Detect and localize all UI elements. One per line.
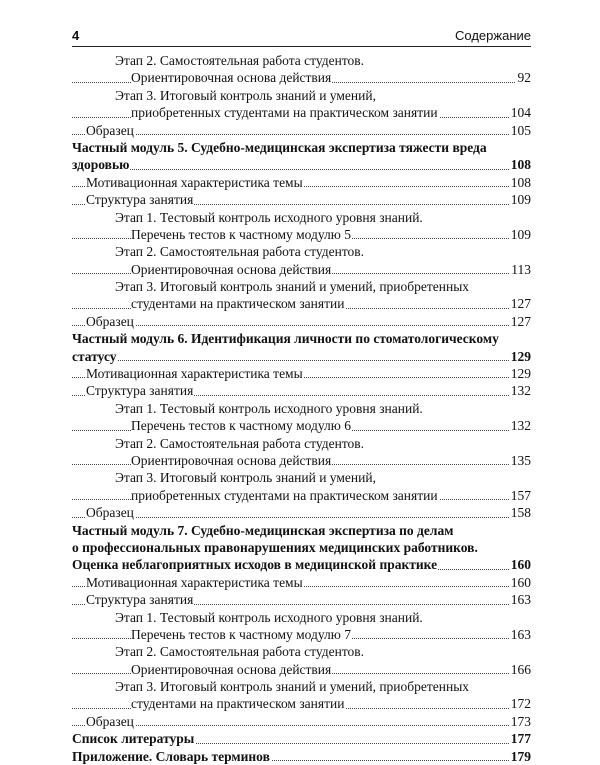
toc-entry-title: Структура занятия bbox=[86, 383, 194, 399]
toc-entry-title: Ориентировочная основа действия bbox=[131, 661, 332, 677]
toc-entry-page: 104 bbox=[510, 105, 531, 121]
toc-entry-title: Этап 2. Самостоятельная работа студентов. bbox=[115, 244, 365, 260]
toc-entry[interactable] bbox=[72, 539, 531, 556]
toc-entry-title: Приложение. Словарь терминов bbox=[72, 748, 270, 764]
toc-entry[interactable] bbox=[72, 226, 531, 243]
toc-entry-page: 127 bbox=[510, 296, 531, 312]
toc-entry[interactable] bbox=[72, 191, 531, 208]
toc-entry[interactable] bbox=[72, 69, 531, 86]
toc-entry[interactable] bbox=[72, 52, 531, 69]
toc-entry[interactable] bbox=[72, 174, 531, 191]
toc-entry-title: Этап 3. Итоговый контроль знаний и умений, bbox=[115, 470, 376, 486]
toc-entry[interactable] bbox=[72, 156, 531, 173]
toc-entry[interactable] bbox=[72, 261, 531, 278]
toc-entry-title: Перечень тестов к частному модулю 5 bbox=[131, 226, 351, 242]
toc-entry-page: 172 bbox=[510, 696, 531, 712]
toc-entry-title: Этап 2. Самостоятельная работа студентов. bbox=[115, 53, 365, 68]
toc-entry-title: Ориентировочная основа действия bbox=[131, 70, 332, 86]
toc-entry[interactable] bbox=[72, 574, 531, 591]
toc-entry-page: 157 bbox=[510, 487, 531, 503]
toc-entry-title: Перечень тестов к частному модулю 7 bbox=[131, 626, 351, 642]
toc-entry[interactable] bbox=[72, 330, 531, 347]
toc-entry-page: 113 bbox=[511, 261, 531, 277]
toc-entry-title: Мотивационная характеристика темы bbox=[86, 366, 303, 382]
toc-entry-title: Этап 3. Итоговый контроль знаний и умений, bbox=[115, 87, 376, 103]
toc-entry-page: 108 bbox=[510, 174, 531, 190]
toc-entry-title: Частный модуль 6. Идентификация личности по стоматологическому bbox=[72, 331, 499, 347]
toc-entry-title: Этап 1. Тестовый контроль исходного уровня знаний. bbox=[115, 209, 423, 225]
toc-entry-title: Образец bbox=[86, 313, 134, 329]
toc-entry-page: 177 bbox=[510, 731, 531, 747]
toc-entry-page: 127 bbox=[510, 313, 531, 329]
toc-entry-title: Этап 1. Тестовый контроль исходного уровня знаний. bbox=[115, 400, 423, 416]
toc-entry[interactable] bbox=[72, 417, 531, 434]
toc-entry-page: 135 bbox=[510, 452, 531, 468]
toc-entry-title: приобретенных студентами на практическом занятии bbox=[131, 105, 438, 121]
toc-entry-title: Этап 2. Самостоятельная работа студентов. bbox=[115, 435, 365, 451]
toc-entry-page: 160 bbox=[510, 574, 531, 590]
toc-entry[interactable] bbox=[72, 313, 531, 330]
toc-entry-title: Частный модуль 5. Судебно-медицинская экспертиза тяжести вреда bbox=[72, 139, 487, 155]
toc-entry-page: 109 bbox=[510, 226, 531, 242]
toc-entry-page: 163 bbox=[510, 592, 531, 608]
toc-entry-page: 166 bbox=[510, 661, 531, 677]
toc-entry-page: 160 bbox=[510, 557, 531, 573]
toc-entry[interactable] bbox=[72, 504, 531, 521]
toc-entry-title: здоровью bbox=[72, 157, 130, 173]
toc-entry-title: Образец bbox=[86, 505, 134, 521]
toc-entry[interactable] bbox=[72, 469, 531, 486]
toc-entry-title: Оценка неблагоприятных исходов в медицинской практике bbox=[72, 557, 438, 573]
toc-entry-title: Ориентировочная основа действия bbox=[131, 452, 332, 468]
toc-entry-title: Образец bbox=[86, 122, 134, 138]
toc-entry-title: статусу bbox=[72, 348, 117, 364]
toc-entry[interactable] bbox=[72, 452, 531, 469]
header-rule bbox=[72, 46, 531, 47]
toc-entry-title: Список литературы bbox=[72, 731, 195, 747]
toc-entry-title: Структура занятия bbox=[86, 592, 194, 608]
toc-entry-title: Этап 3. Итоговый контроль знаний и умений, приобретенных bbox=[115, 679, 470, 695]
toc-entry-title: о профессиональных правонарушениях медицинских работников. bbox=[72, 539, 478, 555]
toc-entry-page: 105 bbox=[510, 122, 531, 138]
toc-entry[interactable] bbox=[72, 295, 531, 312]
toc-entry-page: 108 bbox=[510, 157, 531, 173]
toc-entry[interactable] bbox=[72, 382, 531, 399]
page-header bbox=[72, 26, 531, 46]
toc-entry-title: Этап 3. Итоговый контроль знаний и умений, приобретенных bbox=[115, 279, 470, 295]
table-of-contents bbox=[72, 52, 531, 765]
toc-entry-title: Частный модуль 7. Судебно-медицинская экспертиза по делам bbox=[72, 522, 454, 538]
toc-entry[interactable] bbox=[72, 591, 531, 608]
toc-entry[interactable] bbox=[72, 243, 531, 260]
toc-entry[interactable] bbox=[72, 730, 531, 747]
toc-entry-page: 132 bbox=[510, 418, 531, 434]
toc-entry[interactable] bbox=[72, 626, 531, 643]
toc-entry-title: Ориентировочная основа действия bbox=[131, 261, 332, 277]
toc-entry[interactable] bbox=[72, 139, 531, 156]
toc-entry-page: 109 bbox=[510, 192, 531, 208]
toc-entry[interactable] bbox=[72, 122, 531, 139]
toc-entry[interactable] bbox=[72, 435, 531, 452]
toc-entry-title: Этап 2. Самостоятельная работа студентов. bbox=[115, 644, 365, 660]
toc-entry[interactable] bbox=[72, 104, 531, 121]
toc-entry-title: Этап 1. Тестовый контроль исходного уровня знаний. bbox=[115, 609, 423, 625]
toc-entry[interactable] bbox=[72, 695, 531, 712]
toc-entry-page: 129 bbox=[510, 348, 531, 364]
toc-entry[interactable] bbox=[72, 609, 531, 626]
toc-entry[interactable] bbox=[72, 278, 531, 295]
toc-entry[interactable] bbox=[72, 661, 531, 678]
toc-entry-page: 163 bbox=[510, 626, 531, 642]
toc-entry-title: Перечень тестов к частному модулю 6 bbox=[131, 418, 351, 434]
toc-entry-page: 173 bbox=[510, 713, 531, 729]
toc-entry[interactable] bbox=[72, 643, 531, 660]
toc-entry-title: студентами на практическом занятии bbox=[131, 296, 345, 312]
toc-entry[interactable] bbox=[72, 348, 531, 365]
toc-entry-title: Структура занятия bbox=[86, 192, 194, 208]
toc-entry[interactable] bbox=[72, 365, 531, 382]
toc-entry-page: 158 bbox=[510, 505, 531, 521]
toc-entry-page: 179 bbox=[510, 748, 531, 764]
toc-entry[interactable] bbox=[72, 487, 531, 504]
toc-entry-title: Мотивационная характеристика темы bbox=[86, 174, 303, 190]
page-number: 4 bbox=[72, 28, 80, 43]
toc-entry-title: Мотивационная характеристика темы bbox=[86, 574, 303, 590]
toc-entry-title: студентами на практическом занятии bbox=[131, 696, 345, 712]
toc-entry-page: 132 bbox=[510, 383, 531, 399]
toc-entry[interactable] bbox=[72, 87, 531, 104]
toc-entry[interactable] bbox=[72, 400, 531, 417]
toc-entry-title: приобретенных студентами на практическом занятии bbox=[131, 487, 438, 503]
toc-entry[interactable] bbox=[72, 678, 531, 695]
toc-entry-title: Образец bbox=[86, 713, 134, 729]
toc-entry-page: 129 bbox=[510, 366, 531, 382]
toc-entry[interactable] bbox=[72, 522, 531, 539]
running-title: Содержание bbox=[455, 28, 531, 43]
toc-entry[interactable] bbox=[72, 556, 531, 573]
toc-entry[interactable] bbox=[72, 713, 531, 730]
toc-entry[interactable] bbox=[72, 748, 531, 765]
toc-entry[interactable] bbox=[72, 209, 531, 226]
toc-entry-page: 92 bbox=[517, 70, 531, 86]
